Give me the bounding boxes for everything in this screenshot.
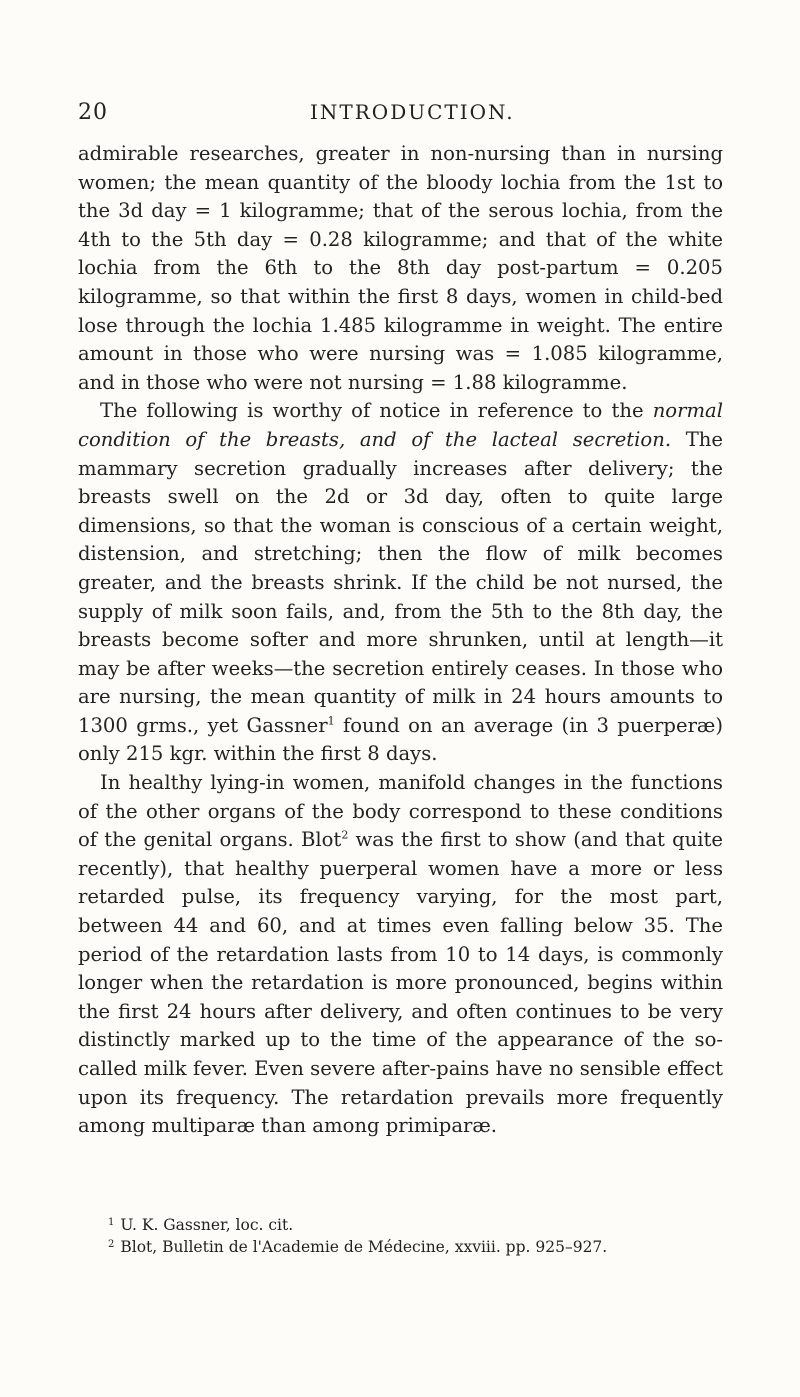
footnote-text: U. K. Gassner, loc. cit. — [120, 1216, 294, 1234]
paragraph-lochia — [78, 140, 723, 397]
running-head: INTRODUCTION. — [310, 100, 515, 124]
paragraph-text: The mammary secretion gradually increases after delivery; the breasts swell on the 2d or 3d day, often to quite large dimensions, so that the woman is conscious of a certain weight, distension, and stretching; then the flow of milk becomes greater, and the breasts shrink. If the child be not nursed, the supply of milk soon fails, and, from the 5th to the 8th day, the breasts become softer and more shrunken, until at length—it may be after weeks—the secretion entirely ceases. In those who are nursing, the mean quantity of milk in 24 hours amounts to 1300 grms., yet Gassner — [78, 427, 723, 737]
footnote-ref-1: 1 — [327, 714, 335, 728]
body-text — [78, 140, 723, 1141]
paragraph-pulse — [78, 769, 723, 1141]
footnotes — [108, 1213, 728, 1257]
footnote-mark: 2 — [108, 1239, 115, 1250]
paragraph-text: The following is worthy of notice in reference to the — [100, 399, 653, 423]
paragraph-breasts — [78, 397, 723, 769]
paragraph-text: found on an average (in 3 puerperæ) only 215 kgr. within the first 8 days. — [78, 713, 723, 766]
page-number: 20 — [78, 100, 108, 125]
paragraph-text: admirable researches, greater in non-nursing than in nursing women; the mean quantity of the bloody lochia from the 1st to the 3d day = 1 kilogramme; that of the serous lochia, from the 4th to the 5th day = 0.28 kilogramme; and that of the white lochia from the 6th to the 8th day post-partum = 0.205 kilogramme, so that within the first 8 days, women in child-bed lose through the lochia 1.485 kilogramme in weight. The entire amount in those who were nursing was = 1.085 kilogramme, and in those who were not nursing = 1.88 kilogramme. — [78, 142, 723, 394]
italic-phrase: normal condition of the breasts, and of the lacteal secretion. — [78, 399, 723, 451]
page-header — [78, 100, 718, 130]
footnote-2 — [108, 1235, 728, 1257]
footnote-ref-2: 2 — [341, 828, 349, 842]
footnote-1 — [108, 1213, 728, 1235]
paragraph-text: was the first to show (and that quite recently), that healthy puerperal women have a more or less retarded pulse, its frequency varying, for the most part, between 44 and 60, and at times even falling below 35. The period of the retardation lasts from 10 to 14 days, is commonly longer when the retardation is more pronounced, begins within the first 24 hours after delivery, and often continues to be very distinctly marked up to the time of the appearance of the so-called milk fever. Even severe after-pains have no sensible effect upon its frequency. The retardation prevails more frequently among multiparæ than among primiparæ. — [78, 828, 723, 1138]
footnote-mark: 1 — [108, 1217, 115, 1228]
footnote-text: Blot, Bulletin de l'Academie de Médecine, xxviii. pp. 925–927. — [120, 1238, 608, 1256]
paragraph-text: In healthy lying-in women, manifold changes in the functions of the other organs of the body correspond to these conditions of the genital organs. Blot — [78, 771, 723, 852]
